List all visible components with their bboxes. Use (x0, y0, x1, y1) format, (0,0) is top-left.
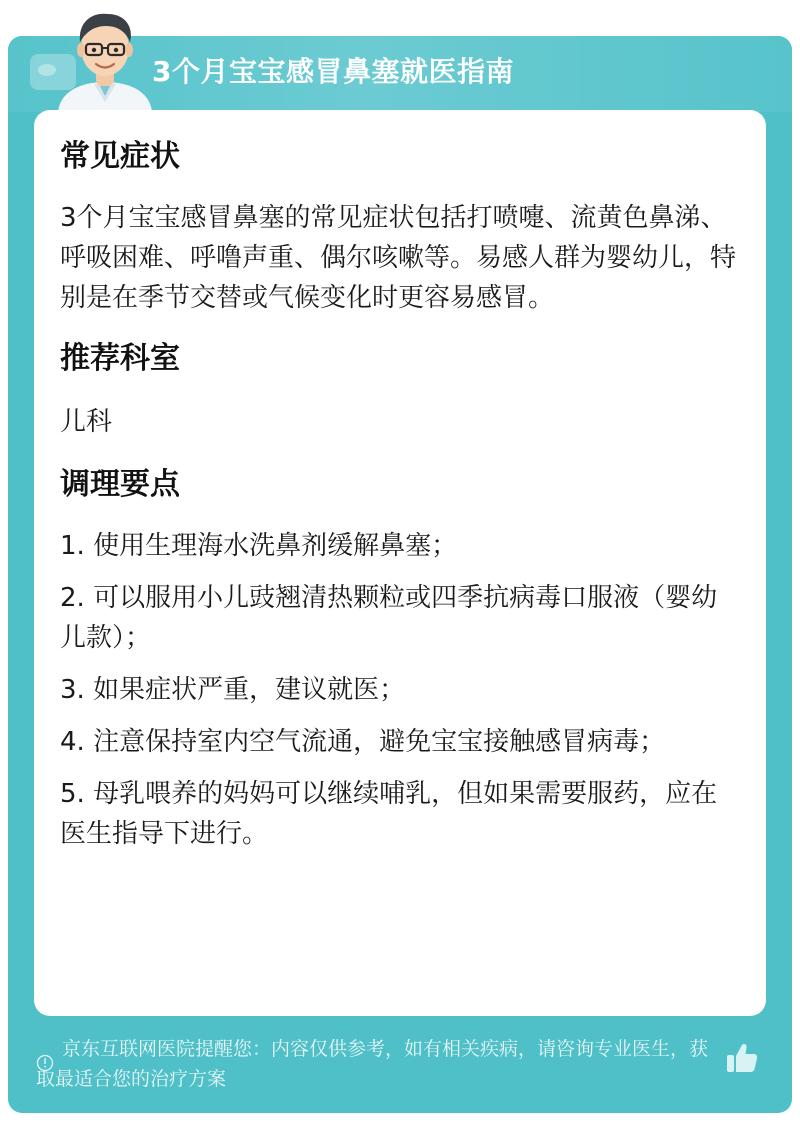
list-item: 5. 母乳喂养的妈妈可以继续哺乳，但如果需要服药，应在医生指导下进行。 (60, 779, 718, 849)
list-item: 1. 使用生理海水洗鼻剂缓解鼻塞； (60, 531, 458, 561)
list-item: 4. 注意保持室内空气流通，避免宝宝接触感冒病毒； (60, 727, 666, 757)
disclaimer-text: 京东互联网医院提醒您：内容仅供参考，如有相关疾病，请咨询专业医生，获取最适合您的治疗方案 (36, 1038, 709, 1090)
list-item: 3. 如果症状严重，建议就医； (60, 675, 406, 705)
symptoms-text: 3个月宝宝感冒鼻塞的常见症状包括打喷嚏、流黄色鼻涕、呼吸困难、呼噜声重、偶尔咳嗽等。易感人群为婴幼儿，特别是在季节交替或气候变化时更容易感冒。 (60, 203, 737, 313)
department-text: 儿科 (60, 407, 113, 437)
doctor-avatar (50, 6, 160, 112)
page-title: 3个月宝宝感冒鼻塞就医指南 (152, 55, 514, 88)
content-card (34, 110, 766, 1016)
department-heading: 推荐科室 (60, 341, 180, 376)
care-list (60, 526, 740, 854)
care-heading: 调理要点 (60, 467, 180, 502)
content-body (60, 136, 740, 854)
thumbs-up-icon[interactable] (724, 1040, 760, 1076)
symptoms-heading: 常见症状 (60, 139, 180, 174)
list-item: 2. 可以服用小儿豉翘清热颗粒或四季抗病毒口服液（婴幼儿款）； (60, 583, 718, 653)
